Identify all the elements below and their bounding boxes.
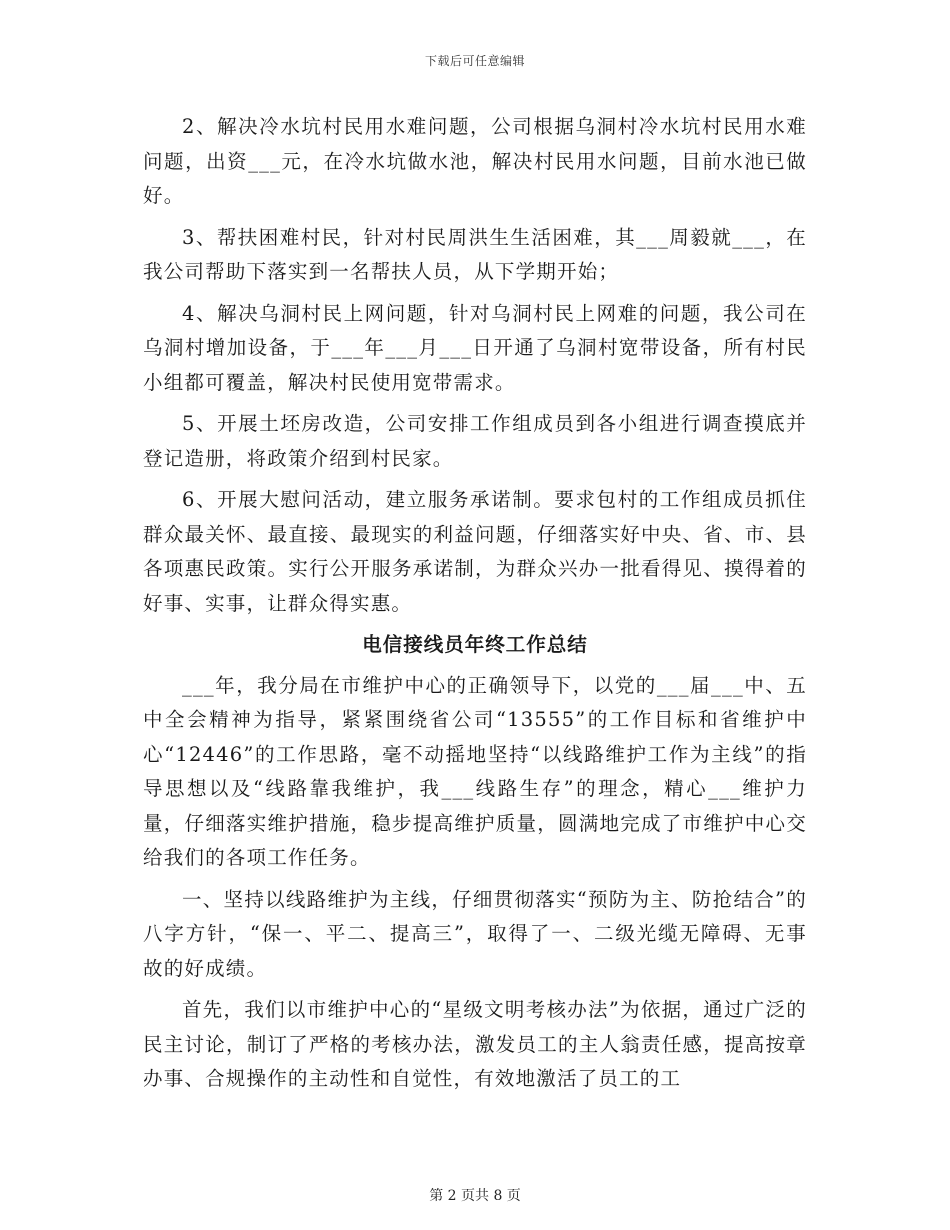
- paragraph-first: 首先，我们以市维护中心的“星级文明考核办法”为依据，通过广泛的民主讨论，制订了严格的考核办法，激发员工的主人翁责任感，提高按章办事、合规操作的主动性和自觉性，有效地激活了员工的工: [143, 998, 807, 1090]
- paragraph-item-2: 2、解决冷水坑村民用水难问题，公司根据乌洞村冷水坑村民用水难问题，出资___元，在冷水坑做水池，解决村民用水问题，目前水池已做好。: [143, 115, 807, 207]
- paragraph-item-3: 3、帮扶困难村民，针对村民周洪生生活困难，其___周毅就___，在我公司帮助下落实到一名帮扶人员，从下学期开始；: [143, 225, 807, 283]
- header-note: 下载后可任意编辑: [424, 54, 525, 68]
- document-body: [143, 110, 807, 1104]
- page-number: 第 2 页共 8 页: [429, 1188, 521, 1204]
- paragraph-point-one: 一、坚持以线路维护为主线，仔细贯彻落实“预防为主、防抢结合”的八字方针，“保一、平二、提高三”，取得了一、二级光缆无障碍、无事故的好成绩。: [143, 887, 807, 980]
- paragraph-item-4: 4、解决乌洞村民上网问题，针对乌洞村民上网难的问题，我公司在乌洞村增加设备，于___年___月___日开通了乌洞村宽带设备，所有村民小组都可覆盖，解决村民使用宽带需求。: [143, 301, 807, 394]
- paragraph-item-5: 5、开展土坯房改造，公司安排工作组成员到各小组进行调查摸底并登记造册，将政策介绍到村民家。: [143, 412, 807, 470]
- paragraph-intro: ___年，我分局在市维护中心的正确领导下，以党的___届___中、五中全会精神为指导，紧紧围绕省公司“13555”的工作目标和省维护中心“12446”的工作思路，毫不动摇地坚持“以线路维护工作为主线”的指导思想以及“线路靠我维护，我___线路生存”的理念，精心___维护力量，仔细落实维护措施，稳步提高维护质量，圆满地完成了市维护中心交给我们的各项工作任务。: [143, 673, 807, 869]
- section-title: 电信接线员年终工作总结: [362, 633, 588, 656]
- paragraph-item-6: 6、开展大慰问活动，建立服务承诺制。要求包村的工作组成员抓住群众最关怀、最直接、最现实的利益问题，仔细落实好中央、省、市、县各项惠民政策。实行公开服务承诺制，为群众兴办一批看得见、摸得着的好事、实事，让群众得实惠。: [143, 488, 807, 615]
